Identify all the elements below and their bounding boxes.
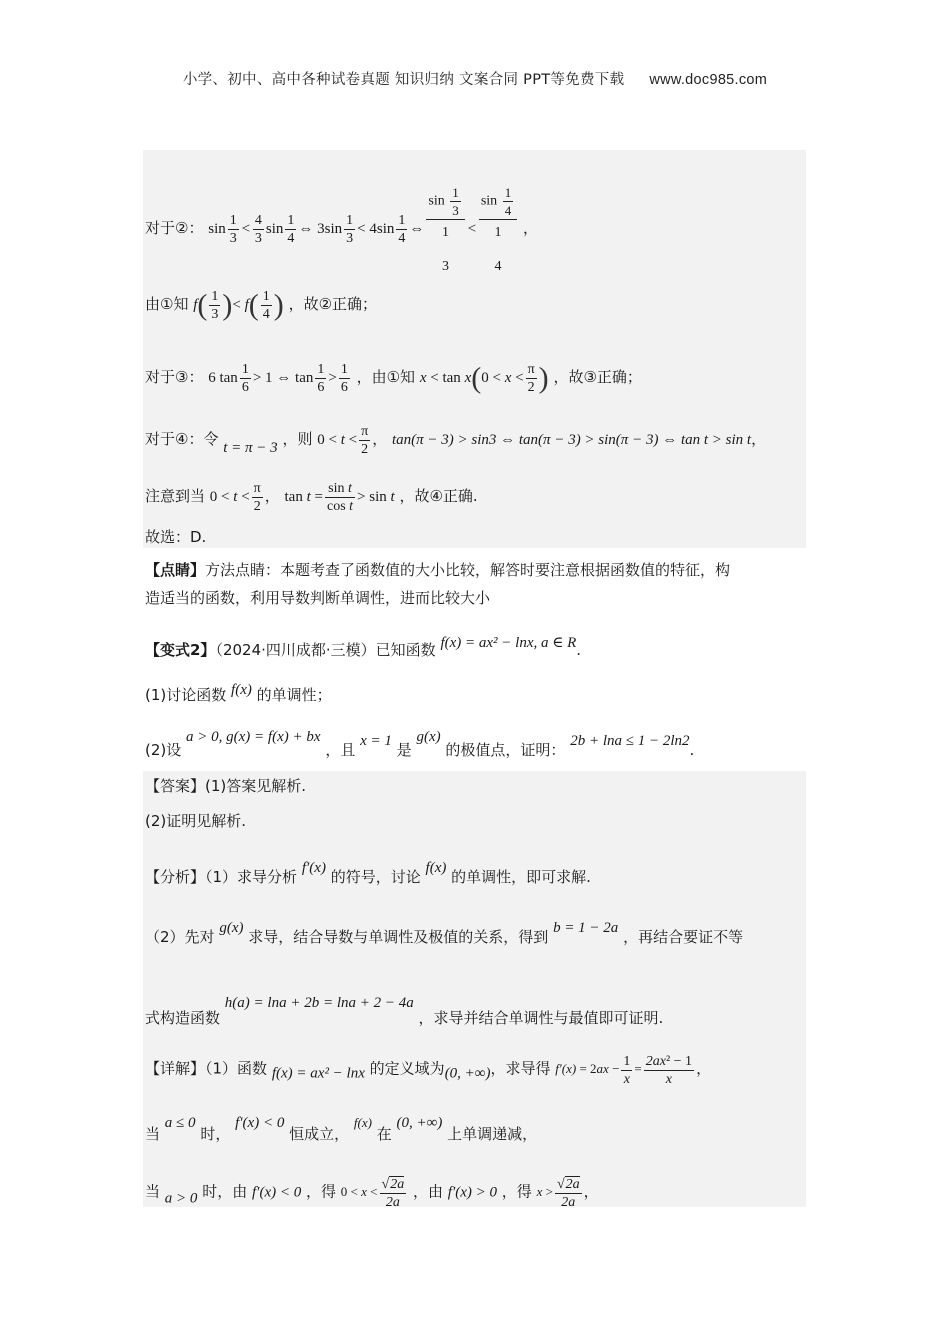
formula-derivative: f′(x) = 2ax − $\frac{1}{x}$ = $\frac{\text{2ax² − 1}}{x}$ — [555, 1054, 693, 1087]
answer-line-1: 【答案】(1)答案见解析. — [145, 777, 307, 795]
formula-tan-sin: tan t = $\frac{\text{sin t}}{\text{cos t}}$ > sin t — [284, 481, 395, 514]
formula-range-right: x > $\frac{√2a}{2a}$ — [536, 1177, 580, 1210]
answer-line-2: (2)证明见解析. — [145, 812, 247, 830]
line-conclusion-2: 由①知 f( $\frac{1}{3}$ )< f( $\frac{1}{4}$ ) ，故②正确； — [145, 288, 378, 322]
fenxi-line-3: 式构造函数 h(a) = lna + 2b = lna + 2 − 4a ，求导并结合单调性与最值即可证明. — [145, 995, 664, 1027]
formula-f-compare: f( $\frac{1}{3}$ )< f( $\frac{1}{4}$ ) — [193, 288, 284, 322]
question-1: (1)讨论函数 f(x) 的单调性； — [145, 682, 332, 704]
formula-t-range: 0 < t < $\frac{\pi}{2}$ — [317, 424, 369, 457]
formula-f-def: f(x) = ax² − lnx, a ∈ R — [440, 635, 577, 651]
formula-t-def: t = π − 3 — [223, 439, 278, 456]
line-note-4: 注意到当 0 < t < $\frac{\pi}{2}$ ， tan t = $\frac{\text{sin t}}{\text{cos t}}$ > sin t ，故④正确. — [145, 481, 478, 514]
bianshi-title: 【变式2】（2024·四川成都·三模）已知函数 f(x) = ax² − lnx, a ∈ R. — [145, 635, 582, 659]
line-answer-choice: 故选：D. — [145, 528, 207, 546]
line-item-4: 对于④：令 t = π − 3 ，则 0 < t < $\frac{\pi}{2}$ ， tan(π − 3) > sin3 ⇔ tan(π − 3) > sin(π − 3) ⇔ tan t > sin t， — [145, 424, 767, 457]
xiangjie-line-3: 当 a > 0 时，由 f′(x) < 0 ，得 0 < x < $\frac{√2a}{2a}$ ，由 f′(x) > 0 ，得 x > $\frac{√2a}{2a}$ ， — [145, 1177, 599, 1210]
dianjing-line-2: 造适当的函数，利用导数判断单调性，进而比较大小 — [145, 589, 491, 607]
formula-t-range-2: 0 < t < $\frac{\pi}{2}$ — [209, 481, 261, 514]
dianjing-line-1: 【点睛】方法点睛：本题考查了函数值的大小比较，解答时要注意根据函数值的特征，构 — [145, 561, 731, 579]
formula-range-left: 0 < x < $\frac{√2a}{2a}$ — [340, 1177, 405, 1210]
formula-item-3: 6 tan $\frac{1}{6}$ > 1 ⇔ tan $\frac{1}{6}$ > $\frac{1}{6}$ — [208, 362, 348, 395]
page-header — [0, 68, 950, 89]
header-title: 小学、初中、高中各种试卷真题 知识归纳 文案合同 PPT等免费下载 — [182, 72, 625, 88]
formula-tan-bound: x < tan x(0 < x < $\frac{\pi}{2}$ ) — [419, 361, 549, 395]
formula-tan-chain: tan(π − 3) > sin3 ⇔ tan(π − 3) > sin(π − 3) ⇔ tan t > sin t — [391, 431, 752, 448]
header-site-link[interactable]: www.doc985.com — [649, 72, 768, 88]
fenxi-line-1: 【分析】（1）求导分析 f′(x) 的符号，讨论 f(x) 的单调性，即可求解. — [145, 860, 591, 886]
line-item-2: 对于②： sin $\frac{1}{3}$ < $\frac{4}{3}$ sin $\frac{1}{4}$ ⇔ 3sin $\frac{1}{3}$ < 4sin $\frac{1}{4}$ ⇔ sin $\frac{1}{3}$ 1 3 < sin $\frac{1}{4}$ 1 4 ， — [145, 185, 538, 274]
xiangjie-line-2: 当 a ≤ 0 时， f′(x) < 0 恒成立， f(x) 在 (0, +∞) 上单调递减， — [145, 1115, 538, 1143]
question-2: (2)设 a > 0, g(x) = f(x) + bx ，且 x = 1 是 g(x) 的极值点，证明： 2b + lna ≤ 1 − 2ln2. — [145, 729, 695, 759]
line-item-3: 对于③： 6 tan $\frac{1}{6}$ > 1 ⇔ tan $\frac{1}{6}$ > $\frac{1}{6}$ ，由①知 x < tan x(0 < x < $\frac{\pi}{2}$ ) ，故③正确； — [145, 361, 642, 395]
fenxi-line-2: （2）先对 g(x) 求导，结合导数与单调性及极值的关系，得到 b = 1 − 2a ，再结合要证不等 — [145, 920, 744, 946]
formula-item-2: sin $\frac{1}{3}$ < $\frac{4}{3}$ sin $\frac{1}{4}$ ⇔ 3sin $\frac{1}{3}$ < 4sin $\frac{1}{4}$ ⇔ sin $\frac{1}{3}$ 1 3 < sin $\frac{1}{4}$ 1 4 — [208, 221, 523, 237]
xiangjie-line-1: 【详解】（1）函数 f(x) = ax² − lnx 的定义域为(0, +∞)，求导得 f′(x) = 2ax − $\frac{1}{x}$ = $\frac{\text{2ax² − 1}}{x}$ ， — [145, 1054, 712, 1087]
